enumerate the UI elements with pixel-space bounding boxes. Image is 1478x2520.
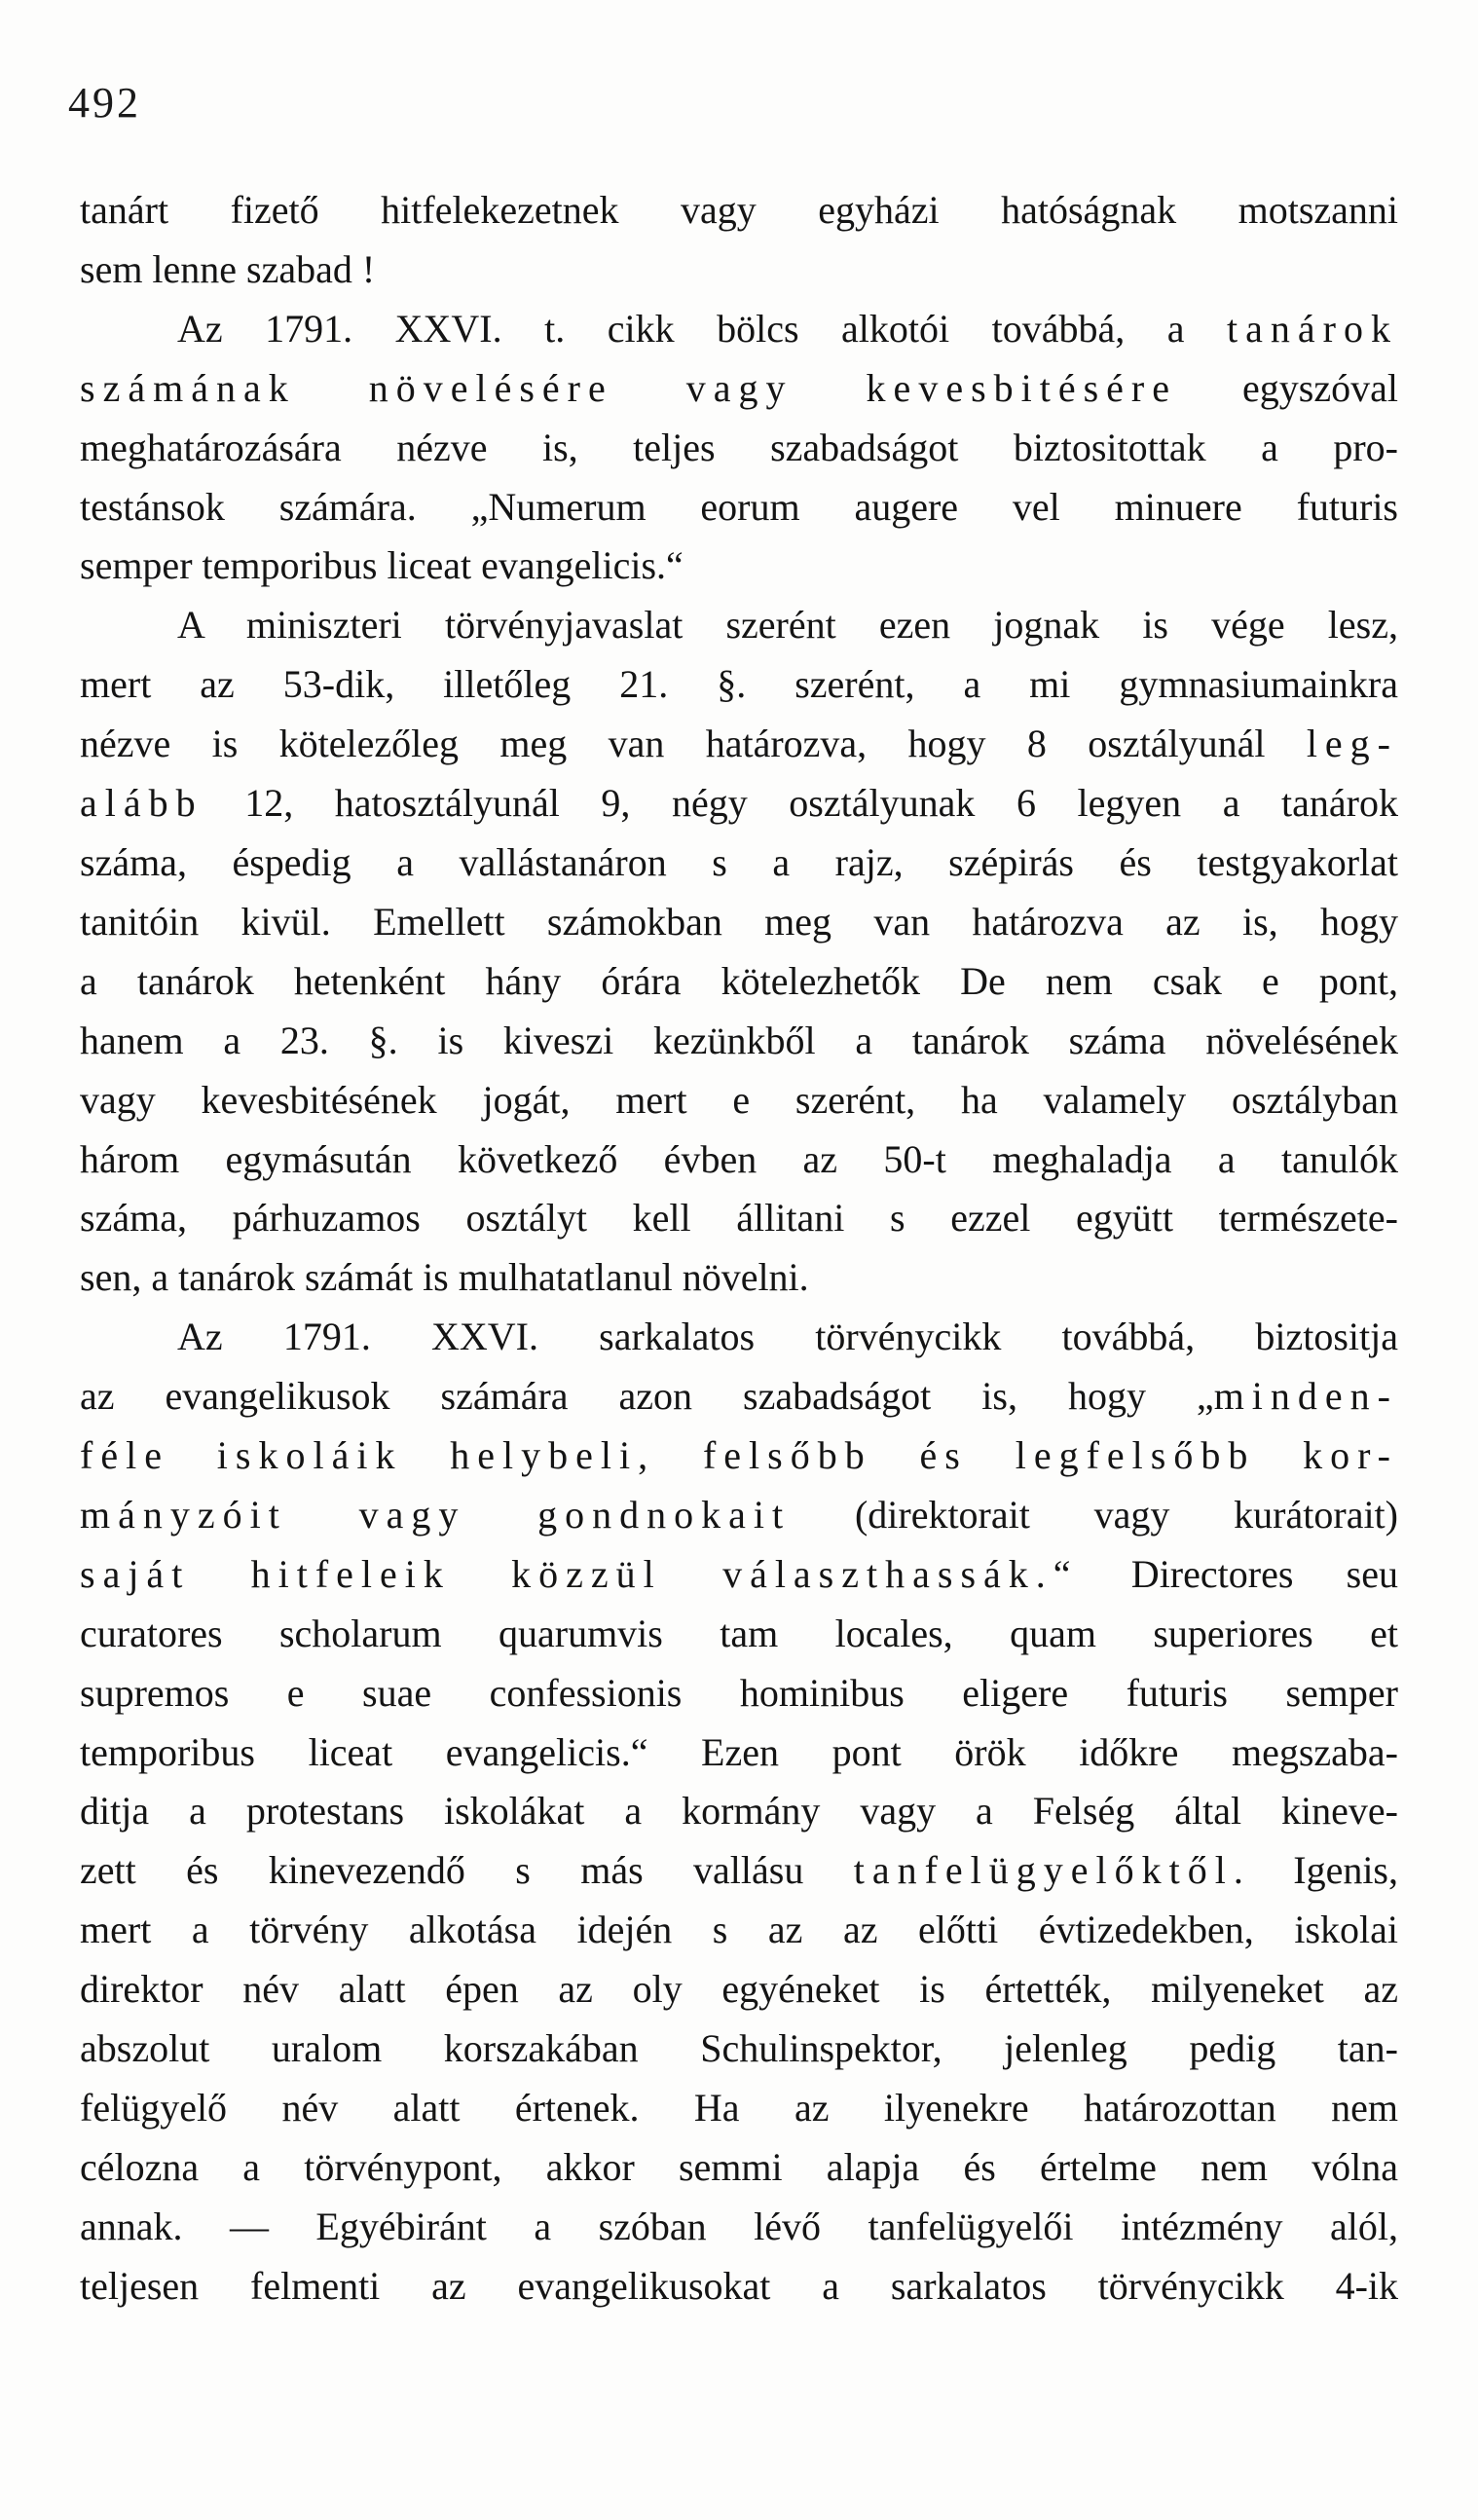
text-line <box>80 1723 1398 1783</box>
text-segment: (direktorait vagy kurátorait) <box>791 1492 1398 1537</box>
text-segment: vagy kevesbitésének jogát, mert e szerént, ha valamely osztályban <box>80 1077 1398 1122</box>
text-line <box>80 1367 1398 1427</box>
text-segment: temporibus liceat evangelicis.“ Ezen pont örök időkre megszaba- <box>80 1729 1398 1774</box>
text-segment: zett és kinevezendő s más vallásu <box>80 1848 854 1893</box>
text-line <box>80 1545 1398 1605</box>
text-segment: testánsok számára. „Numerum eorum augere vel minuere futuris <box>80 484 1398 529</box>
text-line <box>80 300 1398 359</box>
text-line <box>80 834 1398 893</box>
text-line <box>80 893 1398 952</box>
text-segment: célozna a törvénypont, akkor semmi alapja és értelme nem vólna <box>80 2144 1398 2189</box>
text-line <box>80 2257 1398 2316</box>
text-line <box>80 1605 1398 1664</box>
text-line <box>80 1960 1398 2020</box>
text-segment: száma, párhuzamos osztályt kell állitani s ezzel együtt természete- <box>80 1196 1398 1241</box>
text-segment: felügyelő név alatt értenek. Ha az ilyenekre határozottan nem <box>80 2086 1398 2130</box>
text-segment: hanem a 23. §. is kiveszi kezünkből a tanárok száma növelésének <box>80 1018 1398 1062</box>
text-segment: nézve is kötelezőleg meg van határozva, hogy 8 osztályunál <box>80 722 1307 766</box>
text-line <box>80 2198 1398 2257</box>
text-line <box>80 1664 1398 1723</box>
text-segment: ditja a protestans iskolákat a kormány vagy a Felség által kineve- <box>80 1789 1398 1834</box>
text-line <box>80 952 1398 1012</box>
text-line <box>80 1130 1398 1190</box>
text-segment: mert a törvény alkotása idején s az az előtti évtizedekben, iskolai <box>80 1908 1398 1952</box>
letterspaced-emphasis-text: saját hitfeleik közzül választhassák.“ <box>80 1551 1079 1596</box>
text-segment: semper temporibus liceat evangelicis.“ <box>80 543 684 588</box>
text-segment: az evangelikusok számára azon szabadságot is, hogy „ <box>80 1374 1214 1419</box>
text-line <box>80 715 1398 774</box>
text-segment: tanárt fizető hitfelekezetnek vagy egyházi hatóságnak motszanni <box>80 188 1398 232</box>
text-line <box>80 1071 1398 1130</box>
text-line <box>80 478 1398 537</box>
text-segment: . Igenis, <box>1233 1848 1398 1893</box>
text-segment: supremos e suae confessionis hominibus eligere futuris semper <box>80 1670 1398 1715</box>
text-line <box>80 2079 1398 2138</box>
text-segment: Az 1791. XXVI. t. cikk bölcs alkotói továbbá, a <box>177 306 1228 351</box>
text-line <box>80 419 1398 478</box>
text-segment: a tanárok hetenként hány órára kötelezhetők De nem csak e pont, <box>80 958 1398 1003</box>
text-segment: Directores seu <box>1078 1551 1398 1596</box>
page-text <box>80 181 1398 2316</box>
text-line <box>80 1901 1398 1960</box>
text-line <box>80 1308 1398 1367</box>
text-line <box>80 774 1398 834</box>
text-segment: 12, hatosztályunál 9, négy osztályunak 6 legyen a tanárok <box>203 781 1398 826</box>
text-segment: A miniszteri törvényjavaslat szerént ezen jognak is vége lesz, <box>177 603 1398 648</box>
text-segment: mert az 53-dik, illetőleg 21. §. szerént, a mi gymnasiumainkra <box>80 662 1398 707</box>
text-segment: egyszóval <box>1177 365 1398 410</box>
letterspaced-emphasis-text: féle iskoláik helybeli, felsőbb és legfelsőbb kor- <box>80 1433 1398 1478</box>
letterspaced-emphasis-text: tanfelügyelőktől <box>853 1848 1234 1893</box>
letterspaced-emphasis-text: mányzóit vagy gondnokait <box>80 1492 792 1537</box>
letterspaced-emphasis-text: tanárok <box>1227 306 1398 351</box>
text-line <box>80 1012 1398 1071</box>
text-line <box>80 1189 1398 1248</box>
text-line <box>80 655 1398 715</box>
text-segment: teljesen felmenti az evangelikusokat a sarkalatos törvénycikk 4-ik <box>80 2263 1398 2308</box>
text-segment: abszolut uralom korszakában Schulinspektor, jelenleg pedig tan- <box>80 2026 1398 2071</box>
text-line <box>80 1427 1398 1486</box>
text-line <box>80 241 1398 300</box>
text-line <box>80 596 1398 655</box>
text-line <box>80 1486 1398 1545</box>
text-line <box>80 1841 1398 1901</box>
letterspaced-emphasis-text: leg- <box>1306 722 1398 766</box>
letterspaced-emphasis-text: alább <box>80 781 203 826</box>
text-segment: Az 1791. XXVI. sarkalatos törvénycikk továbbá, biztositja <box>177 1315 1398 1359</box>
text-segment: száma, éspedig a vallástanáron s a rajz, szépirás és testgyakorlat <box>80 839 1398 884</box>
letterspaced-emphasis-text: számának növelésére vagy kevesbitésére <box>80 365 1178 410</box>
letterspaced-emphasis-text: minden- <box>1213 1374 1398 1419</box>
text-line <box>80 537 1398 596</box>
text-segment: sem lenne szabad ! <box>80 246 376 291</box>
text-segment: direktor név alatt épen az oly egyéneket is értették, milyeneket az <box>80 1967 1398 2012</box>
text-segment: sen, a tanárok számát is mulhatatlanul növelni. <box>80 1255 809 1300</box>
text-line <box>80 181 1398 241</box>
text-segment: curatores scholarum quarumvis tam locales, quam superiores et <box>80 1611 1398 1655</box>
text-line <box>80 1782 1398 1841</box>
text-line <box>80 2138 1398 2198</box>
page-number: 492 <box>68 79 141 127</box>
text-line <box>80 359 1398 419</box>
text-segment: tanitóin kivül. Emellett számokban meg van határozva az is, hogy <box>80 899 1398 944</box>
text-line <box>80 2020 1398 2079</box>
text-segment: három egymásután következő évben az 50-t meghaladja a tanulók <box>80 1136 1398 1181</box>
text-segment: meghatározására nézve is, teljes szabadságot biztositottak a pro- <box>80 425 1398 469</box>
text-segment: annak. — Egyébiránt a szóban lévő tanfelügyelői intézmény alól, <box>80 2204 1398 2248</box>
text-line <box>80 1248 1398 1308</box>
